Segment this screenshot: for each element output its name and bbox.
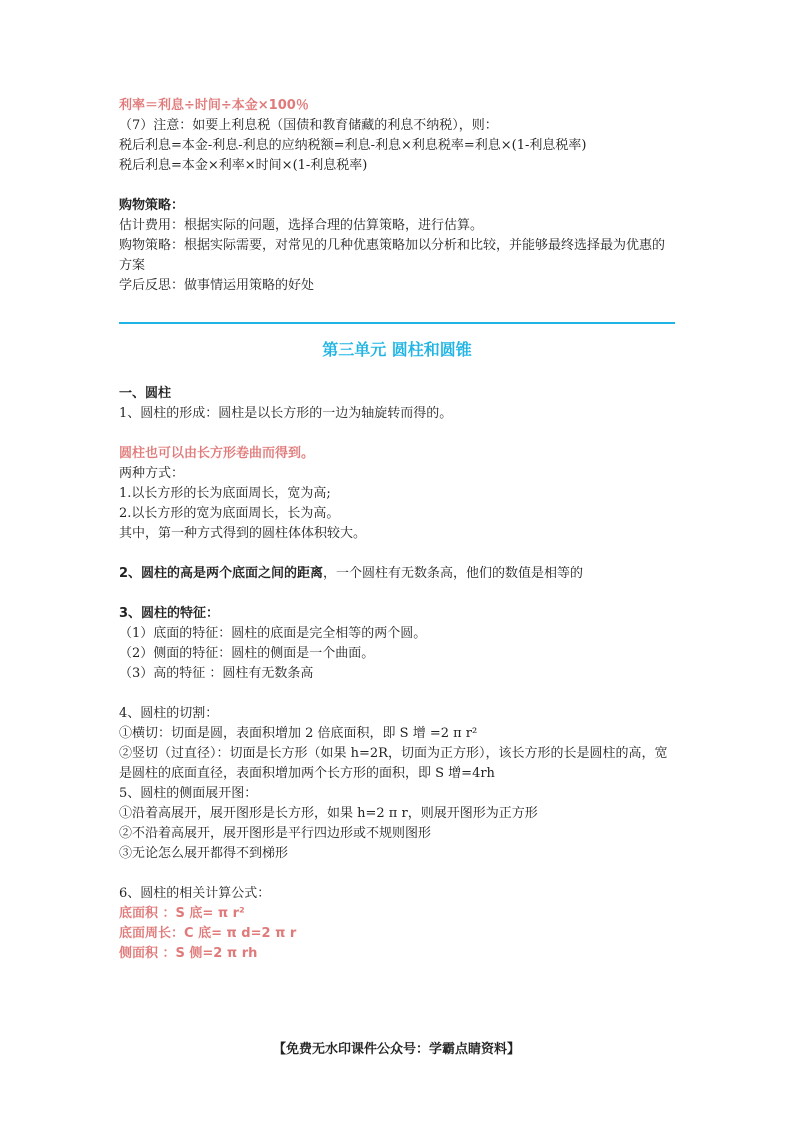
- document-body: [119, 96, 675, 964]
- cylinder-height: [119, 564, 675, 584]
- cylinder-height-bold: 2、圆柱的高是两个底面之间的距离: [119, 566, 324, 581]
- cylinder-formation: 1、圆柱的形成：圆柱是以长方形的一边为轴旋转而得的。: [119, 406, 453, 421]
- after-tax-interest-2: 税后利息=本金×利率×时间×(1-利息税率): [119, 158, 368, 173]
- shopping-estimate: 估计费用：根据实际的问题，选择合理的估算策略，进行估算。: [119, 218, 484, 233]
- cylinder-rolled-note: 圆柱也可以由长方形卷曲而得到。: [119, 446, 315, 461]
- feature-3: （3）高的特征 ：圆柱有无数条高: [119, 666, 314, 681]
- unfold-heading: 5、圆柱的侧面展开图：: [119, 786, 258, 801]
- footer-note: 【免费无水印课件公众号：学霸点睛资料】: [272, 1042, 520, 1057]
- unfold-3: ③无论怎么展开都得不到梯形: [119, 846, 289, 861]
- unfold-2: ②不沿着高展开，展开图形是平行四边形或不规则图形: [119, 826, 432, 841]
- cylinder-height-rest: ，一个圆柱有无数条高，他们的数值是相等的: [323, 566, 584, 581]
- cut-1: ①横切：切面是圆，表面积增加 2 倍底面积，即 S 增 =2 π r²: [119, 726, 478, 741]
- features-heading: 3、圆柱的特征：: [119, 606, 220, 621]
- unfold-1: ①沿着高展开，展开图形是长方形，如果 h=2 π r，则展开图形为正方形: [119, 806, 538, 821]
- cut-2: ②竖切（过直径）：切面是长方形（如果 h=2R，切面为正方形），该长方形的长是圆柱的高，宽是圆柱的底面直径，表面积增加两个长方形的面积，即 S 增=4rh: [119, 746, 668, 781]
- two-ways-label: 两种方式：: [119, 466, 185, 481]
- interest-rate-formula: 利率＝利息÷时间÷本金×100％: [119, 98, 309, 113]
- after-tax-interest-1: 税后利息=本金-利息-利息的应纳税额=利息-利息×利息税率=利息×(1-利息税率): [119, 138, 587, 153]
- way-1: 1.以长方形的长为底面周长，宽为高;: [119, 486, 331, 501]
- shopping-strategy: 购物策略：根据实际需要，对常见的几种优惠策略加以分析和比较，并能够最终选择最为优惠的方案: [119, 238, 666, 273]
- cylinder-heading: 一、圆柱: [119, 386, 172, 401]
- formula-heading: 6、圆柱的相关计算公式：: [119, 886, 271, 901]
- unit-title: 第三单元 圆柱和圆锥: [322, 340, 472, 359]
- shopping-heading: 购物策略：: [119, 198, 185, 213]
- base-perimeter-formula: 底面周长：C 底= π d=2 π r: [119, 926, 297, 941]
- cut-heading: 4、圆柱的切割：: [119, 706, 219, 721]
- feature-2: （2）侧面的特征：圆柱的侧面是一个曲面。: [119, 646, 375, 661]
- interest-tax-note: （7）注意：如要上利息税（国债和教育储藏的利息不纳税），则：: [119, 118, 498, 133]
- shopping-reflection: 学后反思：做事情运用策略的好处: [119, 278, 315, 293]
- feature-1: （1）底面的特征：圆柱的底面是完全相等的两个圆。: [119, 626, 427, 641]
- lateral-area-formula: 侧面积 ：S 侧=2 π rh: [119, 946, 258, 961]
- way-note: 其中，第一种方式得到的圆柱体体积较大。: [119, 526, 367, 541]
- way-2: 2.以长方形的宽为底面周长，长为高。: [119, 506, 340, 521]
- section-divider: [119, 322, 675, 324]
- base-area-formula: 底面积 ：S 底= π r²: [119, 906, 245, 921]
